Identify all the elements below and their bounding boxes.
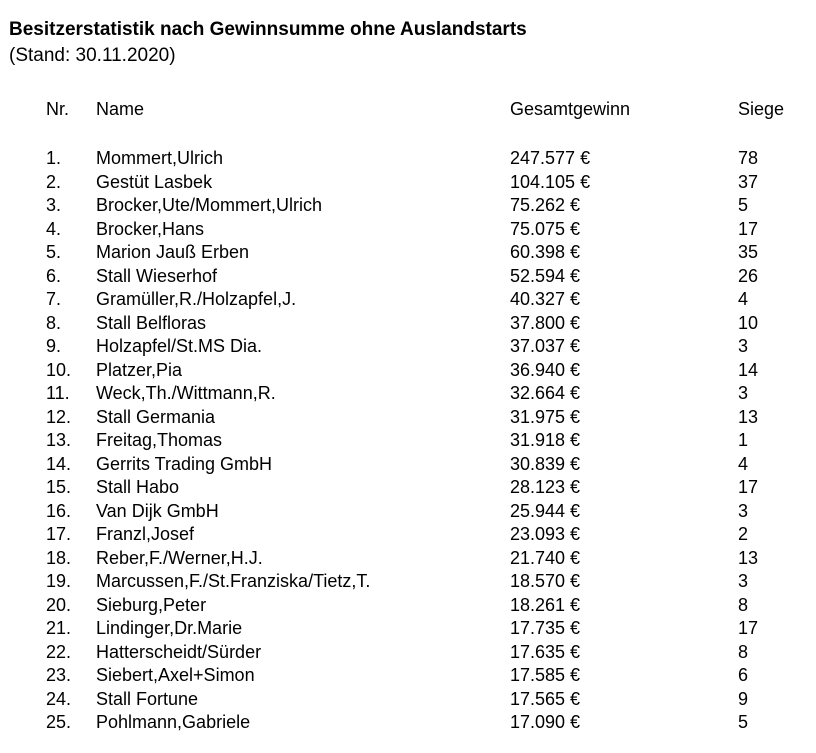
row-nr: 4. — [46, 218, 62, 239]
table-row — [0, 594, 816, 618]
row-name: Platzer,Pia — [96, 359, 183, 380]
row-wins: 14 — [738, 359, 759, 380]
row-amount: 37.037 € — [510, 336, 581, 356]
table-row — [0, 570, 816, 594]
row-name: Stall Habo — [96, 477, 180, 497]
document-subtitle: (Stand: 30.11.2020) — [9, 45, 176, 66]
row-amount: 247.577 € — [510, 148, 591, 168]
row-name: Franzl,Josef — [96, 524, 195, 544]
row-name: Stall Germania — [96, 406, 216, 427]
table-row — [0, 476, 816, 500]
table-body — [0, 147, 816, 735]
row-wins: 4 — [738, 289, 749, 309]
header-nr: Nr. — [46, 99, 70, 119]
row-wins: 2 — [738, 524, 749, 544]
row-name: Stall Fortune — [96, 688, 199, 709]
row-name: Gestüt Lasbek — [96, 171, 213, 192]
row-amount: 28.123 € — [510, 477, 581, 497]
row-wins: 17 — [738, 218, 759, 239]
row-amount: 75.075 € — [510, 218, 581, 239]
row-name: Hatterscheidt/Sürder — [96, 641, 262, 662]
row-amount: 30.839 € — [510, 453, 581, 474]
row-name: Marcussen,F./St.Franziska/Tietz,T. — [96, 571, 371, 591]
row-wins: 17 — [738, 477, 759, 497]
row-amount: 37.800 € — [510, 312, 581, 333]
row-name: Marion Jauß Erben — [96, 242, 250, 262]
row-amount: 60.398 € — [510, 242, 581, 262]
row-wins: 1 — [738, 430, 749, 450]
row-nr: 24. — [46, 688, 72, 709]
table-row — [0, 147, 816, 171]
row-name: Brocker,Hans — [96, 218, 205, 239]
row-name: Brocker,Ute/Mommert,Ulrich — [96, 195, 323, 215]
row-amount: 18.570 € — [510, 571, 581, 591]
row-wins: 17 — [738, 618, 759, 638]
table-row — [0, 171, 816, 195]
row-wins: 37 — [738, 171, 759, 192]
row-amount: 17.635 € — [510, 641, 581, 662]
row-nr: 17. — [46, 524, 72, 544]
row-nr: 8. — [46, 312, 62, 333]
row-wins: 26 — [738, 265, 759, 286]
row-wins: 13 — [738, 547, 759, 568]
table-row — [0, 711, 816, 735]
row-nr: 22. — [46, 641, 72, 662]
row-nr: 13. — [46, 430, 72, 450]
row-wins: 6 — [738, 665, 749, 685]
row-wins: 8 — [738, 594, 749, 615]
row-nr: 9. — [46, 336, 62, 356]
row-nr: 19. — [46, 571, 72, 591]
row-amount: 17.735 € — [510, 618, 581, 638]
row-amount: 32.664 € — [510, 383, 581, 403]
row-nr: 5. — [46, 242, 62, 262]
row-nr: 23. — [46, 665, 72, 685]
row-amount: 25.944 € — [510, 500, 581, 521]
row-name: Stall Wieserhof — [96, 265, 218, 286]
row-nr: 14. — [46, 453, 72, 474]
row-amount: 52.594 € — [510, 265, 581, 286]
header-wins: Siege — [738, 99, 785, 119]
row-wins: 13 — [738, 406, 759, 427]
table-row — [0, 241, 816, 265]
table-row — [0, 312, 816, 336]
row-nr: 16. — [46, 500, 72, 521]
row-amount: 21.740 € — [510, 547, 581, 568]
table-row — [0, 664, 816, 688]
table-row — [0, 359, 816, 383]
table-row — [0, 547, 816, 571]
row-wins: 78 — [738, 148, 759, 168]
row-wins: 3 — [738, 336, 749, 356]
row-nr: 6. — [46, 265, 62, 286]
row-name: Freitag,Thomas — [96, 430, 223, 450]
row-wins: 10 — [738, 312, 759, 333]
table-row — [0, 641, 816, 665]
table-row — [0, 688, 816, 712]
row-name: Siebert,Axel+Simon — [96, 665, 255, 685]
row-name: Stall Belfloras — [96, 312, 207, 333]
row-amount: 17.090 € — [510, 712, 581, 732]
row-amount: 31.918 € — [510, 430, 581, 450]
row-name: Reber,F./Werner,H.J. — [96, 547, 263, 568]
row-amount: 18.261 € — [510, 594, 581, 615]
row-name: Van Dijk GmbH — [96, 500, 219, 521]
table-header — [0, 97, 816, 121]
table-row — [0, 218, 816, 242]
row-wins: 35 — [738, 242, 759, 262]
row-name: Gerrits Trading GmbH — [96, 453, 273, 474]
table-row — [0, 523, 816, 547]
row-amount: 75.262 € — [510, 195, 581, 215]
table-row — [0, 265, 816, 289]
row-nr: 1. — [46, 148, 62, 168]
table-row — [0, 453, 816, 477]
row-nr: 12. — [46, 406, 72, 427]
row-amount: 104.105 € — [510, 171, 591, 192]
row-wins: 5 — [738, 712, 749, 732]
row-nr: 18. — [46, 547, 72, 568]
row-name: Gramüller,R./Holzapfel,J. — [96, 289, 297, 309]
row-wins: 3 — [738, 383, 749, 403]
row-nr: 11. — [46, 383, 70, 403]
row-name: Pohlmann,Gabriele — [96, 712, 251, 732]
row-amount: 17.585 € — [510, 665, 581, 685]
row-nr: 2. — [46, 171, 62, 192]
row-nr: 3. — [46, 195, 62, 215]
row-amount: 31.975 € — [510, 406, 581, 427]
header-amount: Gesamtgewinn — [510, 99, 631, 119]
row-wins: 3 — [738, 571, 749, 591]
row-wins: 8 — [738, 641, 749, 662]
row-amount: 40.327 € — [510, 289, 581, 309]
row-name: Weck,Th./Wittmann,R. — [96, 383, 276, 403]
table-row — [0, 500, 816, 524]
row-name: Holzapfel/St.MS Dia. — [96, 336, 263, 356]
row-nr: 20. — [46, 594, 72, 615]
row-wins: 5 — [738, 195, 749, 215]
table-row — [0, 406, 816, 430]
table-row — [0, 335, 816, 359]
row-wins: 3 — [738, 500, 749, 521]
row-nr: 21. — [46, 618, 72, 638]
row-wins: 9 — [738, 688, 749, 709]
row-name: Sieburg,Peter — [96, 594, 207, 615]
row-nr: 7. — [46, 289, 62, 309]
row-nr: 10. — [46, 359, 72, 380]
table-row — [0, 617, 816, 641]
row-amount: 36.940 € — [510, 359, 581, 380]
row-nr: 15. — [46, 477, 72, 497]
row-name: Mommert,Ulrich — [96, 148, 224, 168]
table-row — [0, 288, 816, 312]
table-row — [0, 382, 816, 406]
row-name: Lindinger,Dr.Marie — [96, 618, 243, 638]
header-name: Name — [96, 99, 145, 119]
row-wins: 4 — [738, 453, 749, 474]
table-row — [0, 194, 816, 218]
document-title: Besitzerstatistik nach Gewinnsumme ohne Auslandstarts — [9, 19, 527, 40]
table-row — [0, 429, 816, 453]
row-amount: 17.565 € — [510, 688, 581, 709]
row-amount: 23.093 € — [510, 524, 581, 544]
row-nr: 25. — [46, 712, 72, 732]
